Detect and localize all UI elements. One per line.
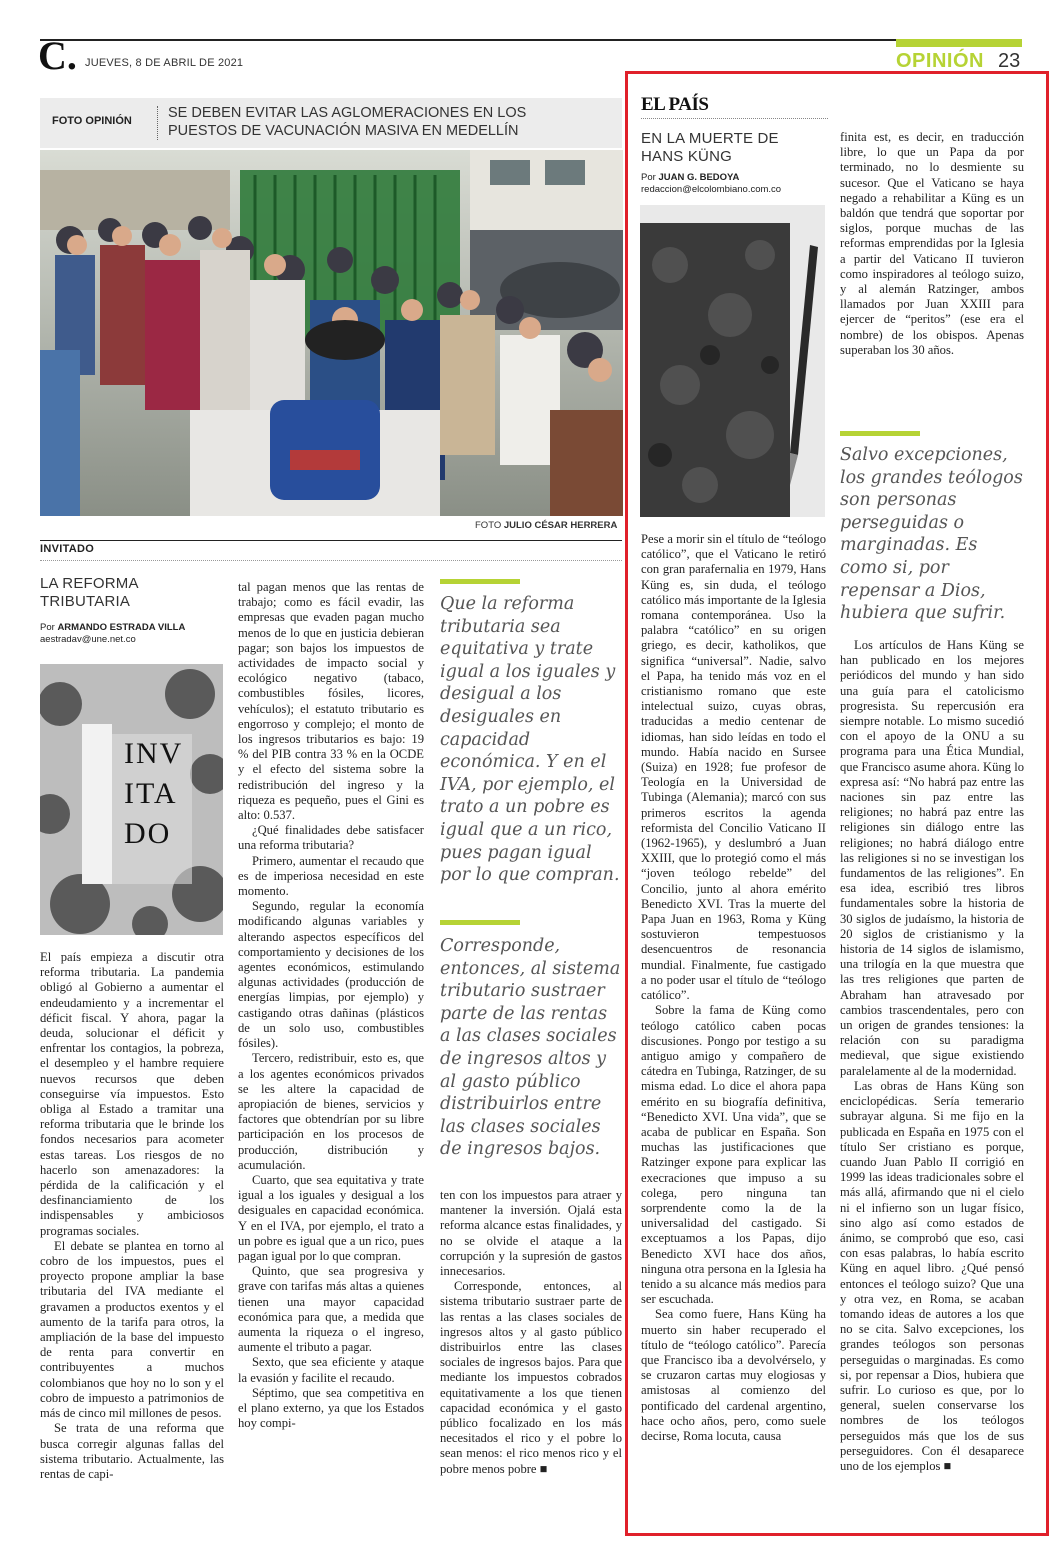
newspaper-logo: C.	[38, 33, 77, 78]
invitado-c1-p2: El debate se plantea en torno al cobro de los impuestos, pues el proyecto propone ampliar la base tributaria del IVA mediante el gravamen a productos exentos y el aumento de la tarifa para otros, la ampliación de la base del impuesto de renta para convertir en contribuyentes a muchos colombianos que hoy no lo son y el cobro de impuesto a patrimonios de más de cinco mil millones de pesos.	[40, 1238, 224, 1421]
photo-credit-prefix: FOTO	[475, 520, 502, 531]
elpais-pen-illustration	[640, 205, 825, 517]
elpais-c1-p3: Sea como fuere, Hans Küng ha muerto sin haber recuperado el título de “teólogo católico”. Parecía que Francisco iba a devolvérselo, y se cruzaron cartas muy elogiosas y amistosas al comienzo del pontificado del cardenal argentino, hace ocho años, pero, como suele decirse, Roma locuta, causa	[641, 1307, 826, 1443]
elpais-by-prefix: Por	[641, 172, 656, 183]
invitado-c3-p2: Corresponde, entonces, al sistema tributario sustraer parte de las rentas a las clases sociales de ingresos altos y al gasto público distribuirlos entre las clases sociales de ingresos bajos. Para que mediante los impuestos cobrados equitativamente a los que tienen capacidad económica y el gasto público focalizado en los más necesitados el rico y el pobre lo sean menos: el rico menos rico y el pobre menos pobre ■	[440, 1279, 622, 1476]
invitado-c2-p1: tal pagan menos que las rentas de trabajo; como es fácil evadir, las empresas que evaden pagan mucho menos de lo que en justicia debieran pagar; son bajos los impuestos de actividades de impacto social y ecológico negativo (tabaco, combustibles fósiles, licores, vehículos); el estatuto tributario es engorroso y complejo; el monto de los ingresos tributarios es bajo: 19 % del PIB contra 33 % en la OCDE y el efecto del sistema sobre la redistribución del ingreso y la riqueza es pequeño, pues el Gini es alto: 0.537.	[238, 580, 424, 823]
elpais-c2-p2: Las obras de Hans Küng son enciclopédicas. Sería temerario subrayar alguna. Si me fijo en la publicada en España en 1975 con el título Ser cristiano es porque, cuando Juan Pablo II corrigió en 1999 las ideas tradicionales sobre el más allá, afirmando que ni el cielo ni el infierno son un lugar físico, sino algo así como estados de ánimo, se comprobó que eso, casi con esas palabras, lo había escrito Küng en aquel libro. ¿Qué pensó entonces el teólogo suizo? Que una y otra vez, en Roma, se acaban tomando ideas de autores a los que no se cita. Salvo excepciones, los grandes teólogos son personas perseguidas o marginadas. Es como si, por repensar a Dios, hubiera que sufrir. Lo curioso es que, por lo general, suelen conservarse los nombres de los teólogos perseguidos más que los de sus perseguidores. Con él desaparece uno de los ejemplos ■	[840, 1078, 1024, 1473]
invitado-pull-quote-2: Corresponde, entonces, al sistema tributario sustraer parte de las rentas a las clases sociales de ingresos altos y al gasto público distribuirlos entre las clases sociales de ingresos bajos.	[440, 936, 621, 1160]
invitado-c2-p2: ¿Qué finalidades debe satisfacer una reforma tributaria?	[238, 823, 424, 853]
invitado-c2-p4: Segundo, regular la economía modificando algunas variables y alterando aspectos específicos del comportamiento y decisiones de los agentes económicos, estimulando algunas actividades (producción de energías limpias, por ejemplo) y castigando otras dañinas (plásticos de un solo uso, combustibles fósiles).	[238, 899, 424, 1051]
invitado-illustration-text: INVITADO	[124, 737, 184, 850]
invitado-byline	[40, 622, 230, 646]
invitado-c2-p9: Séptimo, que sea competitiva en el plano externo, ya que los Estados hoy compi-	[238, 1385, 424, 1431]
elpais-author: JUAN G. BEDOYA	[658, 172, 740, 183]
photo-opinion-banner	[40, 98, 622, 148]
invitado-column-3	[440, 1188, 622, 1516]
section-name: OPINIÓN	[896, 50, 984, 72]
top-rule	[40, 39, 1022, 41]
invitado-c2-p7: Quinto, que sea progresiva y grave con tarifas más altas a quienes tienen una mayor capacidad económica para que, a medida que aumenta la riqueza o el ingreso, aumente el tributo a pagar.	[238, 1264, 424, 1355]
elpais-column-2-top	[840, 130, 1024, 402]
invitado-pull-quote-1: Que la reforma tributaria sea equitativa y trate igual a los iguales y desigual a los desiguales en capacidad económica. Y en el IVA, por ejemplo, el trato a un pobre es igual que a un rico, pues pagan igual por lo que compran.	[440, 594, 620, 886]
invitado-column-1	[40, 950, 224, 1516]
invitado-c1-p1: El país empieza a discutir otra reforma tributaria. La pandemia obligó al Gobierno a aumentar el endeudamiento y a incrementar el déficit fiscal. Y ahora, pagar la deuda, solucionar el déficit y enfrentar los contagios, la pobreza, el desempleo y el hambre requiere nuevos recursos que deben conseguirse vía impuestos. Esto obliga al Estado a tramitar una reforma tributaria que le brinde los fondos necesarios para acometer estas tareas. Los riesgos de no hacerlo son amenazadores: la pérdida de la calificación y el desfinanciamiento de los indispensables y ambiciosos programas sociales.	[40, 950, 224, 1238]
banner-divider	[157, 106, 158, 140]
photo-opinion-headline: SE DEBEN EVITAR LAS AGLOMERACIONES EN LOS PUESTOS DE VACUNACIÓN MASIVA EN MEDELLÍN	[168, 105, 527, 139]
invitado-c3-p1: ten con los impuestos para atraer y mantener la inversión. Ojalá esta reforma alcance estas finalidades, y no se olvide el ataque a la corrupción y la supresión de gastos innecesarios.	[440, 1188, 622, 1279]
invitado-by-prefix: Por	[40, 622, 55, 633]
photo-credit	[475, 520, 617, 531]
issue-date: JUEVES, 8 DE ABRIL DE 2021	[85, 57, 244, 69]
elpais-masthead-rule	[641, 118, 828, 119]
invitado-rule	[40, 540, 622, 541]
photo-credit-name: JULIO CÉSAR HERRERA	[503, 520, 618, 531]
invitado-section-label: INVITADO	[40, 543, 95, 555]
invitado-dotted-rule	[40, 560, 622, 561]
elpais-column-2-bottom	[840, 638, 1024, 1518]
invitado-c2-p5: Tercero, redistribuir, esto es, que a los agentes económicos privados se les altere la capacidad de apropiación de bienes, servicios y factores que obtendrían por su libre participación en los procesos de producción, distribución y acumulación.	[238, 1051, 424, 1172]
invitado-headline: LA REFORMA TRIBUTARIA	[40, 575, 138, 610]
invitado-illustration	[40, 664, 223, 935]
elpais-c2-p1: Los artículos de Hans Küng se han publicado en los mejores periódicos del mundo y han sido una guía para el catolicismo progresista. Su repercusión era siempre notable. Lo mismo sucedió con el apoyo de la ONU a su programa para una Ética Mundial, que Francisco asume ahora. Küng lo expresa así: “No habrá paz entre las naciones sin paz entre las religiones; no habrá paz entre las religiones sin diálogo entre las religiones; no habrá diálogo entre las religiones si no se investigan los fundamentos de las religiones”. En esa idea, escribió tres libros fundamentales sobre la historia de 30 siglos de judaísmo, la historia de 20 siglos de cristianismo y la historia de 14 siglos de islamismo, una trilogía en la que muestra que las tres religiones que parten de Abraham han atravesado por cambios trascendentales, pero con un origen de grandes tensiones: la relación con su paradigma medieval, que sigue existiendo paralelamente al de la modernidad.	[840, 638, 1024, 1078]
invitado-c2-p6: Cuarto, que sea equitativa y trate igual a los iguales y desigual a los desiguales en capacidad económica. Y en el IVA, por ejemplo, el trato a un pobre es igual que a un rico, pues pagan igual por lo que compran.	[238, 1172, 424, 1263]
elpais-byline	[641, 172, 826, 196]
invitado-c2-p3: Primero, aumentar el recaudo que es de imperiosa necesidad en este momento.	[238, 853, 424, 899]
pull-quote-bar-2	[440, 920, 520, 925]
photo-opinion-label: FOTO OPINIÓN	[52, 115, 132, 127]
invitado-c2-p8: Sexto, que sea eficiente y ataque la evasión y facilite el recaudo.	[238, 1355, 424, 1385]
elpais-c1-p2: Sobre la fama de Küng como teólogo católico caben pocas discusiones. Pongo por testigo a su antiguo amigo y compañero de cátedra en Tubinga, Ratzinger, de su misma edad. Lo dice el ahora papa emérito en su biografía definitiva, “Benedicto XVI. Una vida”, que se acaba de publicar en España. Son muchas las justificaciones que Ratzinger expone para explicar las execraciones que impuso a su colega, pero ninguna tan sorprendente como la de la universalidad del castigado. Si exceptuamos a los Papas, dijo Benedicto XVI hace dos años, ninguna otra persona en la Iglesia ha tenido a su alcance más medios para ser escuchada.	[641, 1003, 826, 1307]
section-accent-bar	[896, 39, 1022, 47]
invitado-author: ARMANDO ESTRADA VILLA	[57, 622, 186, 633]
elpais-pull-quote: Salvo excepciones, los grandes teólogos son personas perseguidas o marginadas. Es como si, por repensar a Dios, hubiera que sufrir.	[840, 445, 1023, 624]
elpais-headline: EN LA MUERTE DE HANS KÜNG	[641, 130, 779, 165]
invitado-email: aestradav@une.net.co	[40, 634, 136, 645]
vaccination-crowd-photo	[40, 150, 623, 516]
elpais-column-1	[641, 532, 826, 1518]
pull-quote-bar-1	[440, 579, 520, 584]
page-number: 23	[998, 50, 1021, 72]
elpais-pull-quote-bar	[840, 431, 920, 436]
invitado-c1-p3: Se trata de una reforma que busca corregir algunas fallas del sistema tributario. Actualmente, las rentas de capi-	[40, 1421, 224, 1481]
elpais-c1-p1: Pese a morir sin el título de “teólogo católico”, que el Vaticano le retiró con gran parafernalia en 1979, Hans Küng es, sin duda, el teólogo católico más importante de la Iglesia romana contemporánea. Uso la palabra “católico” en su origen griego, es decir, katholikos, que significa “universal”. Nadie, salvo el Papa, ha tenido más voz en el cristianismo romano que este intelectual suizo, cuyas obras, traducidas a medio centenar de idiomas, han sido leídas en todo el mundo. Había nacido en Sursee (Suiza) en 1928; fue profesor de Teología en la Universidad de Tubinga (Alemania); marcó con sus primeros escritos la agenda reformista del Concilio Vaticano II (1962-1965), y deslumbró a Juan XXIII, que lo protegió como el más “joven teólogo rebelde” del Concilio, junto al ahora emérito Benedicto XVI. Tras la muerte del Papa Juan en 1963, Roma y Küng sostuvieron tempestuosos desencuentros de resonancia mundial. Finalmente, fue castigado a no poder usar el título de “teólogo católico”.	[641, 532, 826, 1003]
elpais-c2-top-text: finita est, es decir, en traducción libre, lo que un Papa da por terminado, no lo desmiente su sucesor. Que el Vaticano se haya negado a rehabilitar a Küng es un baldón que tendrá que soportar por siglos, porque muchas de las reformas emprendidas por la Iglesia a partir del Vaticano II tuvieron como inspiradores al teólogo suizo, y al alemán Ratzinger, ambos llamados por Juan XXIII para ejercer de “peritos” (ese era el nombre) de los obispos. Apenas superaban los 30 años.	[840, 130, 1024, 357]
invitado-column-2	[238, 580, 424, 1516]
elpais-masthead: EL PAÍS	[641, 94, 709, 115]
elpais-email: redaccion@elcolombiano.com.co	[641, 184, 782, 195]
